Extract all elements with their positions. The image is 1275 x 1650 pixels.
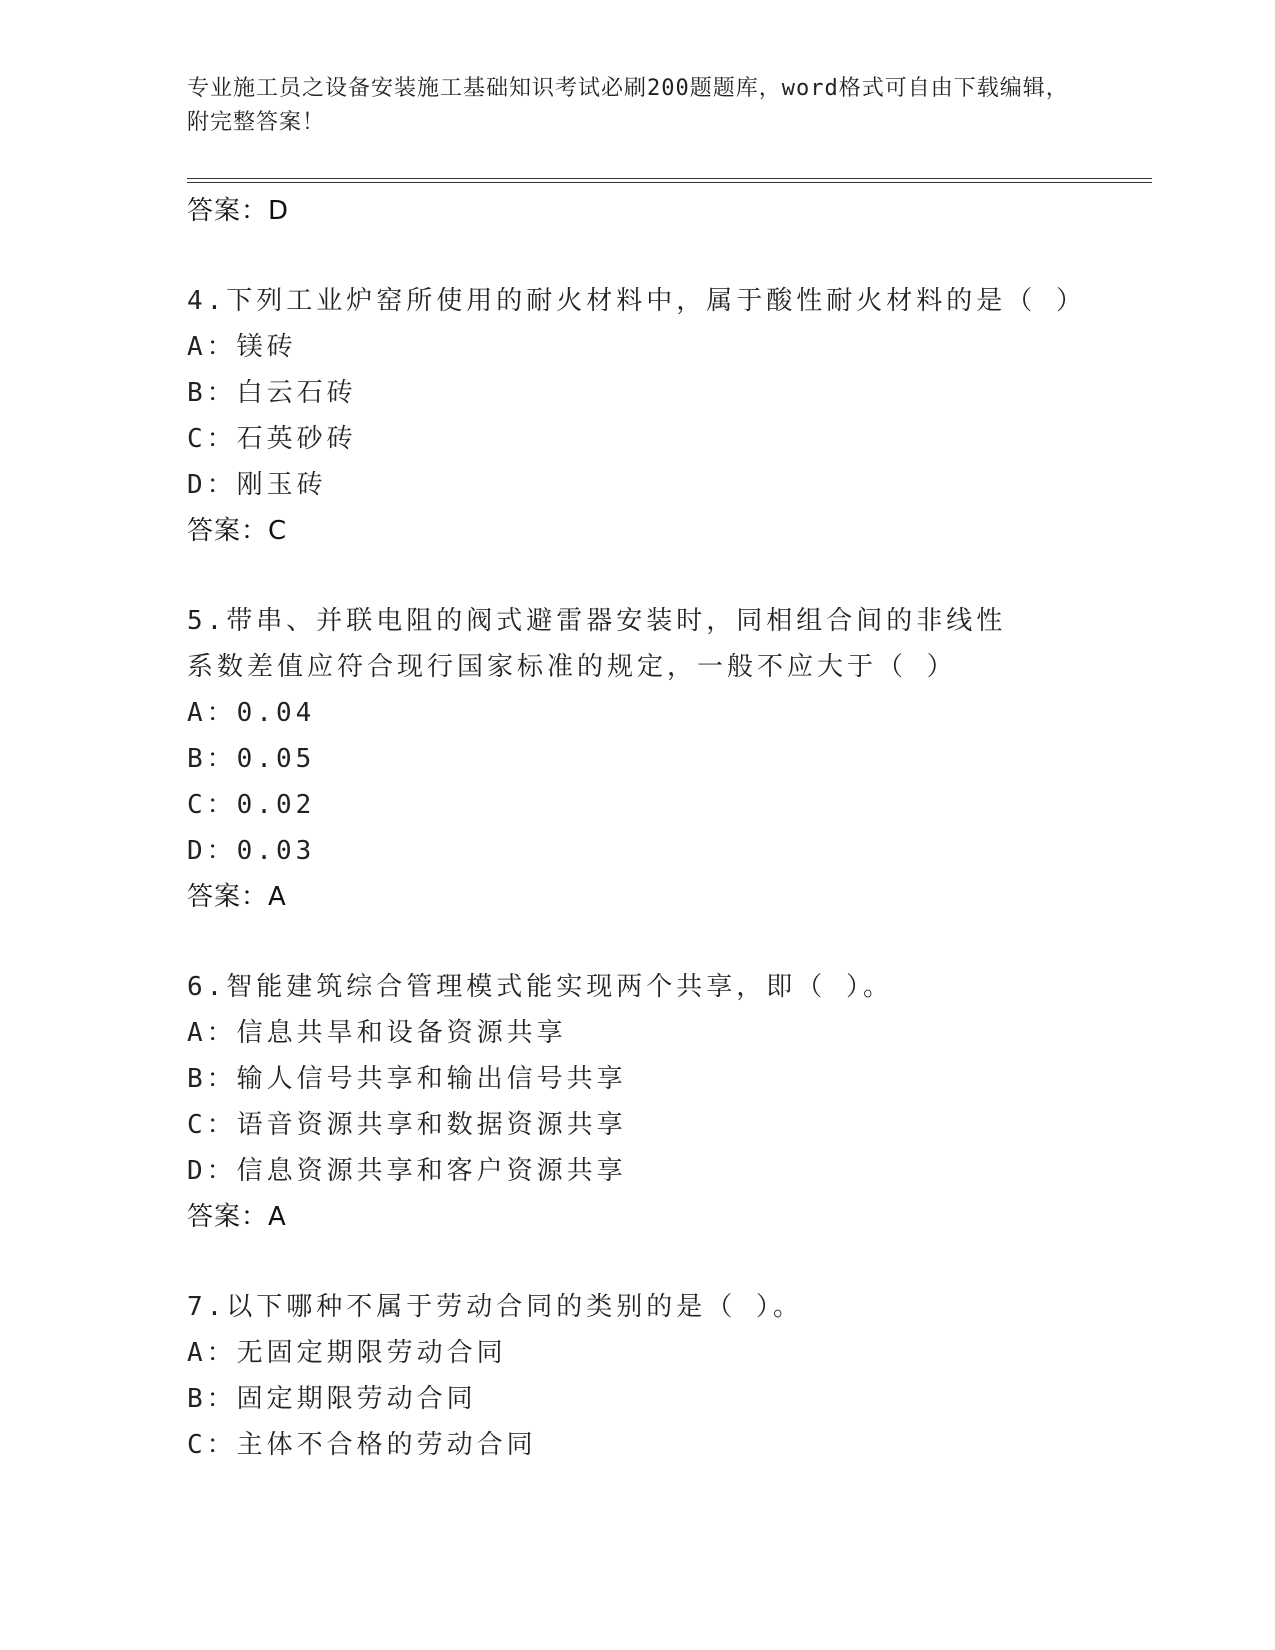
option-d: D：信息资源共享和客户资源共享 [187, 1156, 627, 1186]
answer-line: 答案：A [187, 1202, 287, 1232]
question-text: 5.带串、并联电阻的阀式避雷器安装时，同相组合间的非线性系数差值应符合现行国家标准的规定，一般不应大于（ ） [187, 606, 1007, 682]
question-text: 6.智能建筑综合管理模式能实现两个共享，即（ ）。 [187, 972, 893, 1002]
question-text: 4.下列工业炉窑所使用的耐火材料中，属于酸性耐火材料的是（ ） [187, 286, 1086, 316]
question-list [187, 188, 1087, 1468]
option-d: D：刚玉砖 [187, 470, 327, 500]
question-block [187, 964, 1087, 1240]
question-block [187, 278, 1087, 554]
spacer [187, 554, 1087, 598]
option-b: B：固定期限劳动合同 [187, 1384, 477, 1414]
option-b: B：白云石砖 [187, 378, 357, 408]
header-divider [187, 178, 1152, 183]
answer-line: 答案：C [187, 516, 288, 546]
question-block [187, 598, 1087, 920]
question-text: 7.以下哪种不属于劳动合同的类别的是（ ）。 [187, 1292, 803, 1322]
option-a: A：镁砖 [187, 332, 297, 362]
spacer [187, 234, 1087, 278]
option-c: C：0.02 [187, 790, 316, 820]
option-a: A：信息共旱和设备资源共享 [187, 1018, 567, 1048]
option-c: C：语音资源共享和数据资源共享 [187, 1110, 627, 1140]
answer-line: 答案：D [187, 196, 290, 226]
option-a: A：0.04 [187, 698, 316, 728]
option-c: C：石英砂砖 [187, 424, 357, 454]
option-a: A：无固定期限劳动合同 [187, 1338, 507, 1368]
question-block [187, 1284, 1087, 1468]
option-b: B：0.05 [187, 744, 316, 774]
answer-line: 答案：A [187, 882, 287, 912]
option-c: C：主体不合格的劳动合同 [187, 1430, 537, 1460]
option-b: B：输人信号共享和输出信号共享 [187, 1064, 627, 1094]
document-header: 专业施工员之设备安装施工基础知识考试必刷200题题库，word格式可自由下载编辑，附完整答案！ [187, 76, 1069, 135]
spacer [187, 1240, 1087, 1284]
option-d: D：0.03 [187, 836, 316, 866]
spacer [187, 920, 1087, 964]
